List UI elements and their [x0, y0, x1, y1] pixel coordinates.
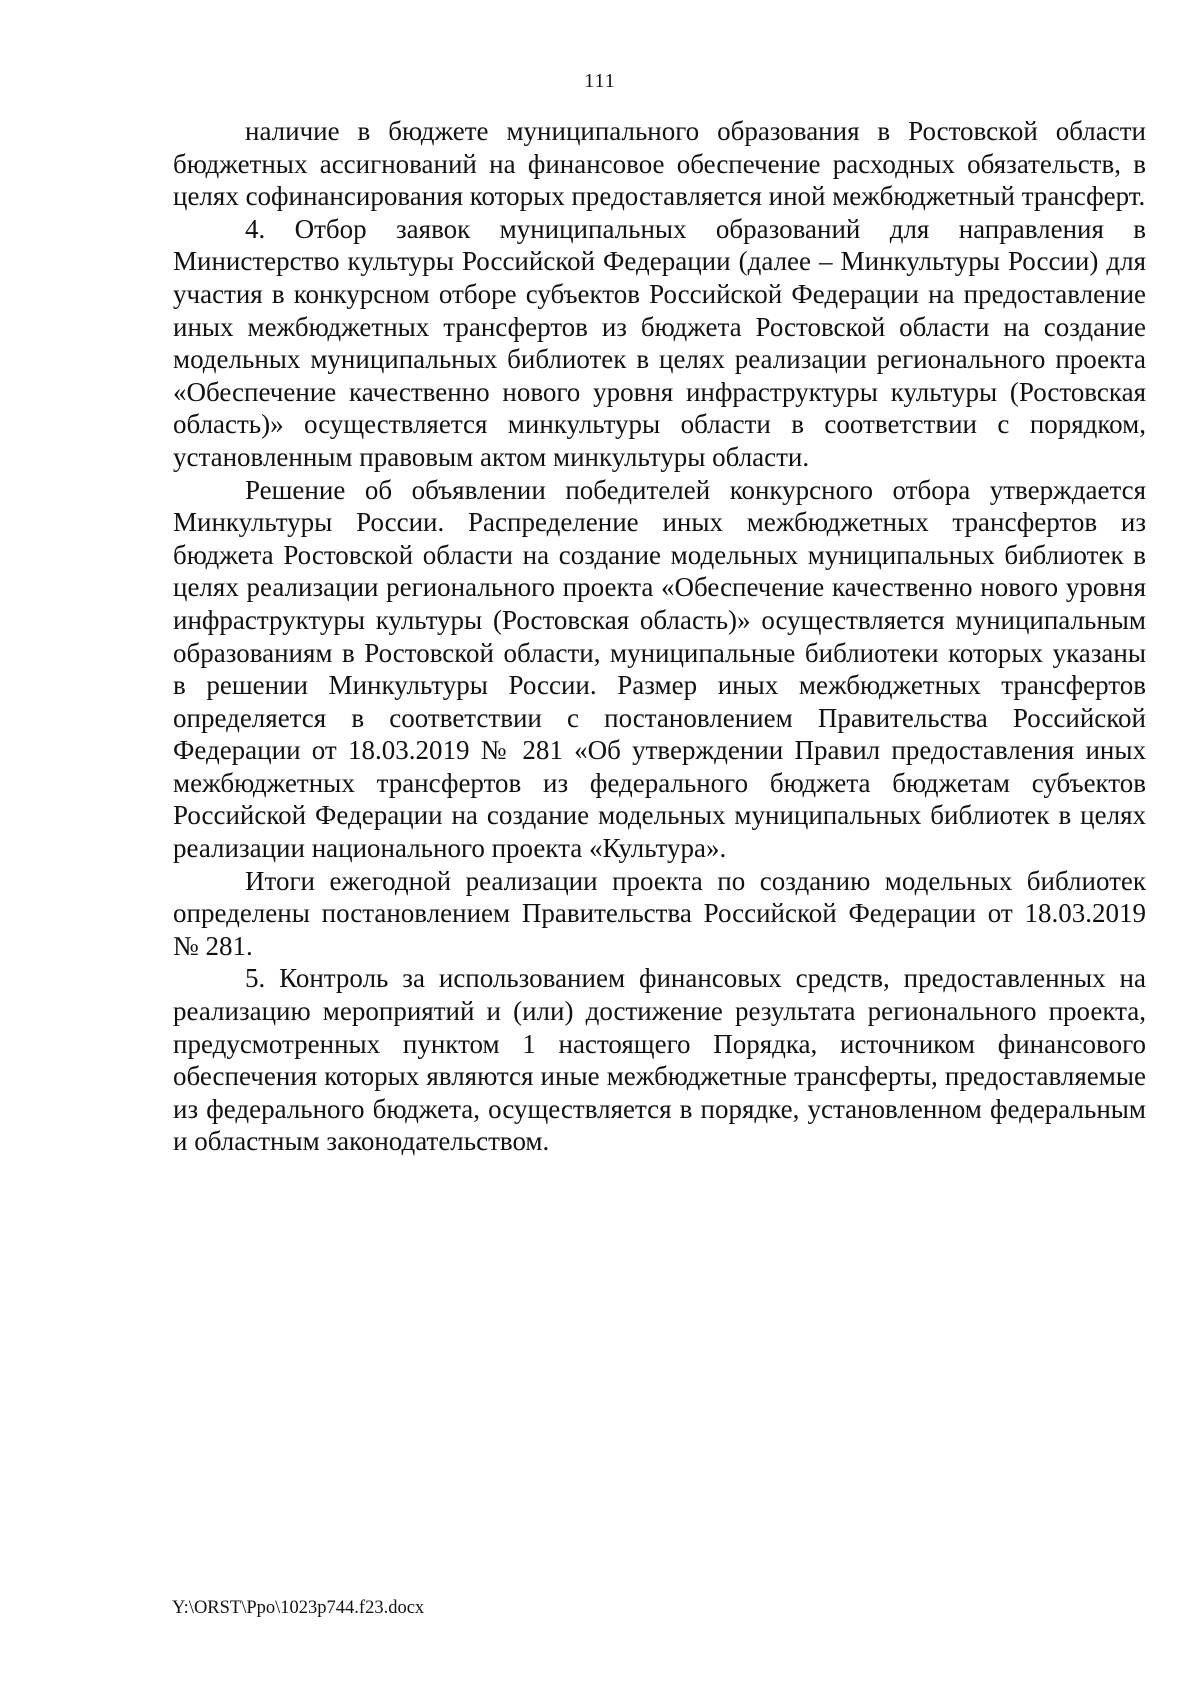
paragraph-control-of-funds: 5. Контроль за использованием финансовых средств, предоставленных на реализацию мероприятий и (или) достижение результата регионального проекта, предусмотренных пунктом 1 настоящего Порядка, источником финансового обеспечения которых являются иные межбюджетные трансферты, предоставляемые из федерального бюджета, осуществляется в порядке, установленном федеральным и областным законодательством. [173, 963, 1146, 1157]
paragraph-annual-results: Итоги ежегодной реализации проекта по созданию модельных библиотек определены постановлением Правительства Российской Федерации от 18.03.2019 № 281. [173, 865, 1146, 961]
footer-file-path: Y:\ORST\Ppo\1023p744.f23.docx [172, 1598, 425, 1618]
paragraph-winners-decision: Решение об объявлении победителей конкурсного отбора утверждается Минкультуры России. Распределение иных межбюджетных трансфертов из бюджета Ростовской области на создание модельных муниципальных библиотек в целях реализации регионального проекта «Обеспечение качественно нового уровня инфраструктуры культуры (Ростовская область)» осуществляется муниципальным образованиям в Ростовской области, муниципальные библиотеки которых указаны в решении Минкультуры России. Размер иных межбюджетных трансфертов определяется в соответствии с постановлением Правительства Российской Федерации от 18.03.2019 № 281 «Об утверждении Правил предоставления иных межбюджетных трансфертов из федерального бюджета бюджетам субъектов Российской Федерации на создание модельных муниципальных библиотек в целях реализации национального проекта «Культура». [173, 474, 1146, 864]
page-number: 111 [584, 70, 616, 92]
paragraph-selection-of-applications: 4. Отбор заявок муниципальных образований для направления в Министерство культуры Российской Федерации (далее – Минкультуры России) для участия в конкурсном отборе субъектов Российской Федерации на предоставление иных межбюджетных трансфертов из бюджета Ростовской области на создание модельных муниципальных библиотек в целях реализации регионального проекта «Обеспечение качественно нового уровня инфраструктуры культуры (Ростовская область)» осуществляется минкультуры области в соответствии с порядком, установленным правовым актом минкультуры области. [173, 213, 1146, 472]
document-body [173, 115, 1146, 1158]
paragraph-budget-allocations: наличие в бюджете муниципального образования в Ростовской области бюджетных ассигнований на финансовое обеспечение расходных обязательств, в целях софинансирования которых предоставляется иной межбюджетный трансферт. [173, 116, 1146, 212]
